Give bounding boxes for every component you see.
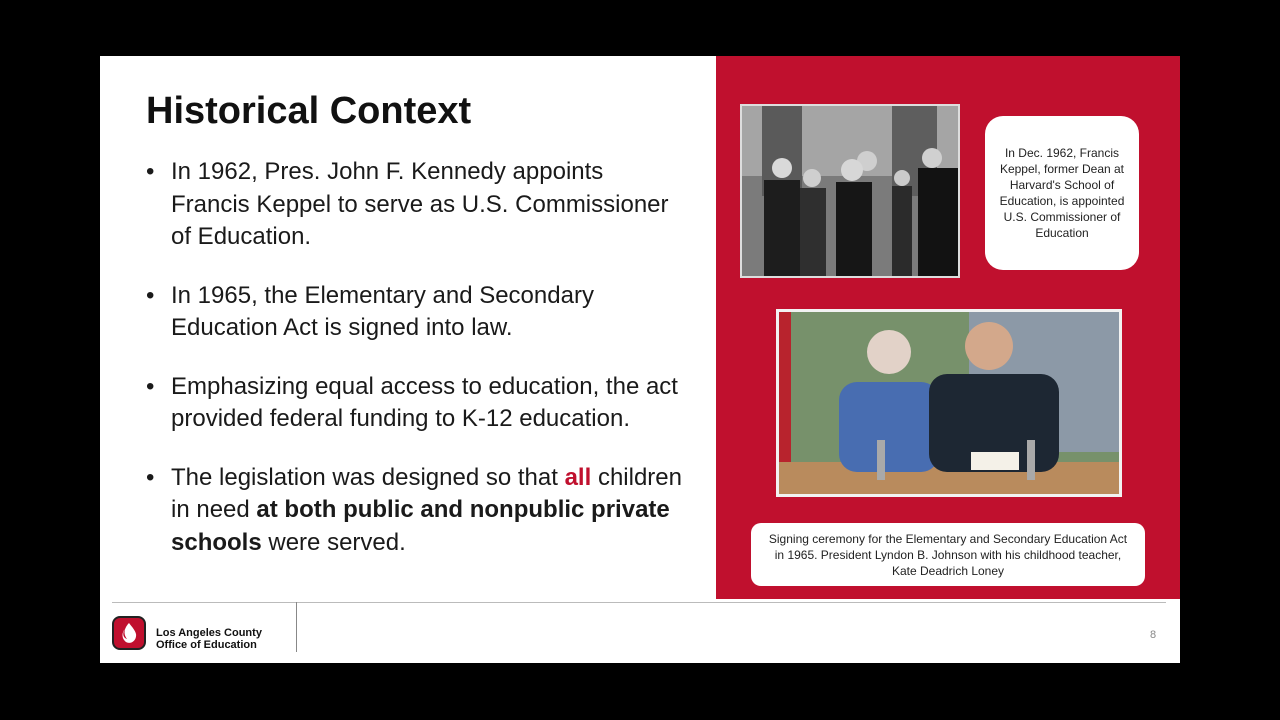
emphasis-all: all [564,463,592,491]
footer-vertical-divider [296,602,297,652]
slide [100,56,1180,663]
keppel-swearing-in-photo [740,104,960,278]
slide-title: Historical Context [146,90,472,132]
bullet-item: • Emphasizing equal access to education, the act provided federal funding to K-12 education. [146,371,686,436]
footer-divider [112,602,1166,603]
bullet-item: • In 1965, the Elementary and Secondary Education Act is signed into law. [146,280,686,345]
logo-flame-icon [114,618,144,648]
esea-signing-photo [776,309,1122,497]
photo2-caption: Signing ceremony for the Elementary and Secondary Education Act in 1965. President Lyndon B. Johnson with his childhood teacher, Kate Deadrich Loney [751,523,1145,586]
lacoe-logo-icon [112,616,146,650]
bullet-item: • In 1962, Pres. John F. Kennedy appoints Francis Keppel to serve as U.S. Commissioner of Education. [146,156,686,254]
photo-illustration [742,106,958,276]
emphasis-schools: at both public and nonpublic private schools [171,496,670,556]
bullet-text: The legislation was designed so that [171,463,558,491]
page-number: 8 [1150,629,1157,641]
bullet-text: were served. [268,528,406,556]
organization-name [156,627,262,651]
org-line-2: Office of Education [156,639,257,651]
bullet-text: children in need [171,463,682,523]
bullet-list [146,156,686,585]
bullet-item [146,462,686,560]
photo1-caption: In Dec. 1962, Francis Keppel, former Dean at Harvard's School of Education, is appointed U.S. Commissioner of Education [985,116,1139,270]
photo-illustration [779,312,1119,494]
org-line-1: Los Angeles County [156,627,262,639]
